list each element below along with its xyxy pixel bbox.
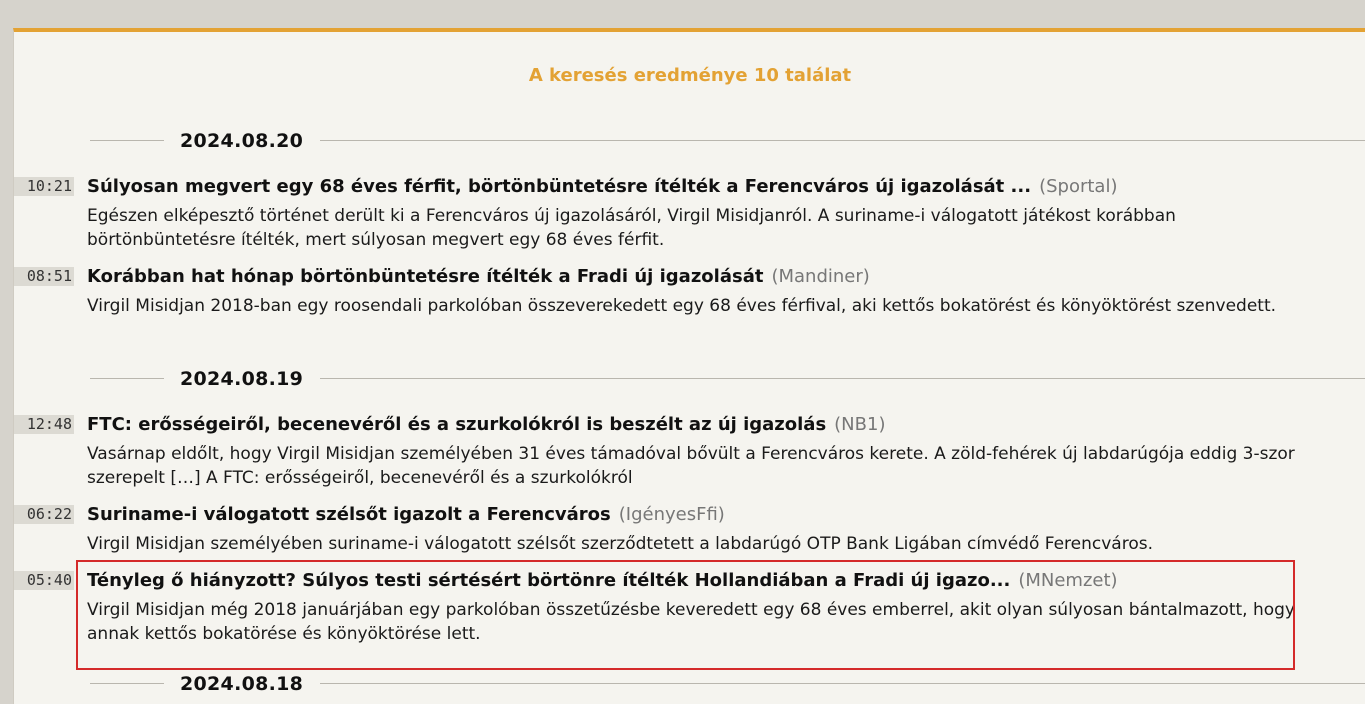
item-time: 05:40 <box>14 571 74 590</box>
divider <box>90 378 164 379</box>
item-source: (Mandiner) <box>771 266 870 287</box>
item-title-link[interactable] <box>87 176 1117 197</box>
date-label: 2024.08.18 <box>180 673 304 695</box>
item-title-text[interactable]: Korábban hat hónap börtönbüntetésre ítélték a Fradi új igazolását <box>87 266 764 287</box>
divider <box>320 378 1365 379</box>
item-description: Vasárnap eldőlt, hogy Virgil Misidjan személyében 31 éves támadóval bővült a Ferencváros kerete. A zöld-fehérek új labdarúgója eddig 3-szor szerepelt […] A FTC: erősségeiről, becenevéről és a szurkolókról <box>87 444 1295 488</box>
item-description: Virgil Misidjan 2018-ban egy roosendali parkolóban összeverekedett egy 68 éves férfival, aki kettős bokatörést és könyöktörést szenvedett. <box>87 296 1277 316</box>
divider <box>320 140 1365 141</box>
item-description: Egészen elképesztő történet derült ki a Ferencváros új igazolásáról, Virgil Misidjanról. A suriname-i válogatott játékost korábban börtönbüntetésre ítélték, mert súlyosan megvert egy 68 éves férfit. <box>87 206 1176 250</box>
item-title-text[interactable]: Tényleg ő hiányzott? Súlyos testi sértésért börtönre ítélték Hollandiában a Fradi új igazo... <box>87 570 1011 591</box>
results-panel <box>13 28 1365 704</box>
divider <box>90 683 164 684</box>
date-label: 2024.08.20 <box>180 130 304 152</box>
item-time: 12:48 <box>14 415 74 434</box>
divider <box>90 140 164 141</box>
date-separator <box>90 673 1365 693</box>
item-description: Virgil Misidjan még 2018 januárjában egy parkolóban összetűzésbe keveredett egy 68 éves emberrel, akit olyan súlyosan bántalmazott, hogy annak kettős bokatörése és könyöktörése lett. <box>87 600 1295 644</box>
item-title-text[interactable]: Suriname-i válogatott szélsőt igazolt a Ferencváros <box>87 504 611 525</box>
item-description: Virgil Misidjan személyében suriname-i válogatott szélsőt szerződtetett a labdarúgó OTP Bank Ligában címvédő Ferencváros. <box>87 534 1154 554</box>
date-separator <box>90 368 1365 388</box>
item-title-text[interactable]: FTC: erősségeiről, becenevéről és a szurkolókról is beszélt az új igazolás <box>87 414 827 435</box>
item-title-link[interactable] <box>87 504 725 525</box>
item-time: 10:21 <box>14 177 74 196</box>
item-source: (Sportal) <box>1039 176 1118 197</box>
item-source: (MNemzet) <box>1018 570 1118 591</box>
date-separator <box>90 130 1365 150</box>
divider <box>320 683 1365 684</box>
item-title-link[interactable] <box>87 414 885 435</box>
results-heading: A keresés eredménye 10 találat <box>528 65 852 86</box>
item-time: 08:51 <box>14 267 74 286</box>
highlight-box <box>76 560 1295 670</box>
item-title-link[interactable] <box>87 266 870 287</box>
item-source: (IgényesFfi) <box>618 504 725 525</box>
item-source: (NB1) <box>834 414 886 435</box>
item-time: 06:22 <box>14 505 74 524</box>
date-label: 2024.08.19 <box>180 368 304 390</box>
item-title-text[interactable]: Súlyosan megvert egy 68 éves férfit, börtönbüntetésre ítélték a Ferencváros új igazolását ... <box>87 176 1032 197</box>
